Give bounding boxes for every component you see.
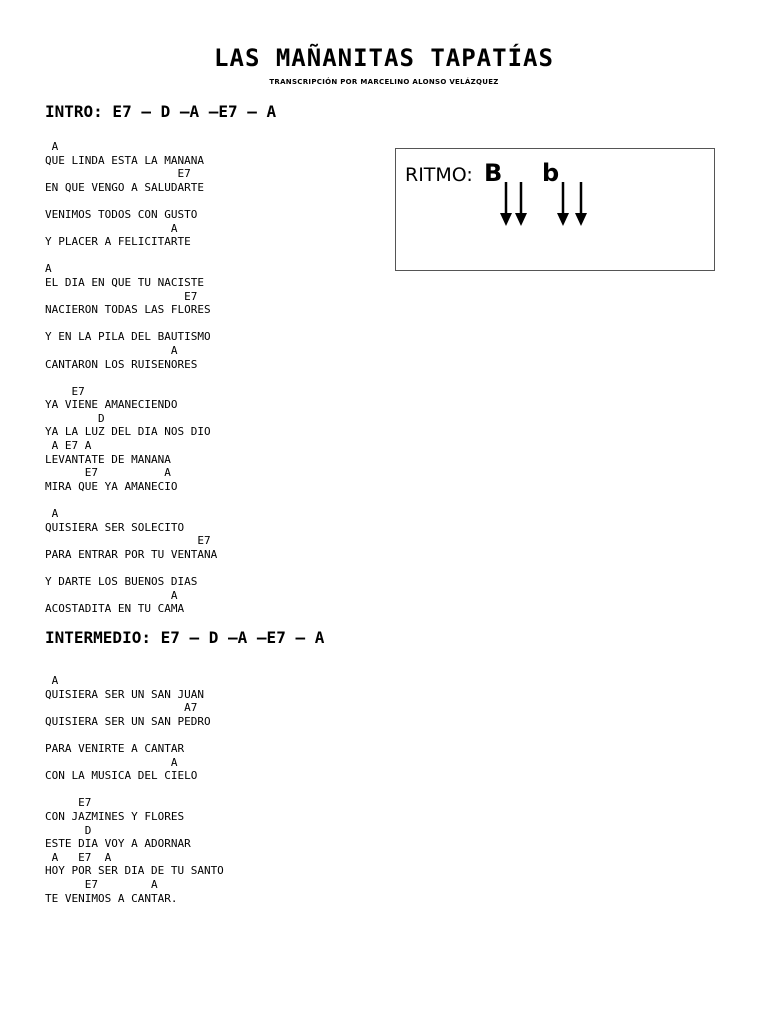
page-title: LAS MAÑANITAS TAPATÍAS (214, 44, 554, 72)
down-arrow-icon (500, 182, 512, 226)
lyrics-block-1: A QUE LINDA ESTA LA MANANA E7 EN QUE VENGO A SALUDARTE VENIMOS TODOS CON GUSTO A Y PLACER A FELICITARTE A EL DIA EN QUE TU NACISTE E7 NACIERON TODAS LAS FLORES Y EN LA PILA DEL BAUTISMO A CANTARON LOS RUISENORES E7 YA VIENE AMANECIENDO D YA LA LUZ DEL DIA NOS DIO A E7 A LEVANTATE DE MANANA E7 A MIRA QUE YA AMANECIO A QUISIERA SER SOLECITO E7 PARA ENTRAR POR TU VENTANA Y DARTE LOS BUENOS DIAS A ACOSTADITA EN TU CAMA (45, 140, 218, 616)
ritmo-box (395, 148, 715, 271)
ritmo-label: RITMO: (405, 164, 473, 186)
down-arrow-icon (575, 182, 587, 226)
bass-note-upper: B (484, 159, 503, 187)
transcription-credit: TRANSCRIPCIÓN POR MARCELINO ALONSO VELÁZQUEZ (269, 78, 499, 86)
strum-arrows (396, 149, 716, 272)
down-arrow-icon (557, 182, 569, 226)
down-arrow-icon (515, 182, 527, 226)
intro-chords: INTRO: E7 – D –A –E7 – A (45, 102, 277, 121)
bass-note-lower: b (542, 159, 560, 187)
intermedio-chords: INTERMEDIO: E7 – D –A –E7 – A (45, 628, 325, 647)
lyrics-block-2: A QUISIERA SER UN SAN JUAN A7 QUISIERA SER UN SAN PEDRO PARA VENIRTE A CANTAR A CON LA MUSICA DEL CIELO E7 CON JAZMINES Y FLORES D ESTE DIA VOY A ADORNAR A E7 A HOY POR SER DIA DE TU SANTO E7 A TE VENIMOS A CANTAR. (45, 674, 224, 905)
